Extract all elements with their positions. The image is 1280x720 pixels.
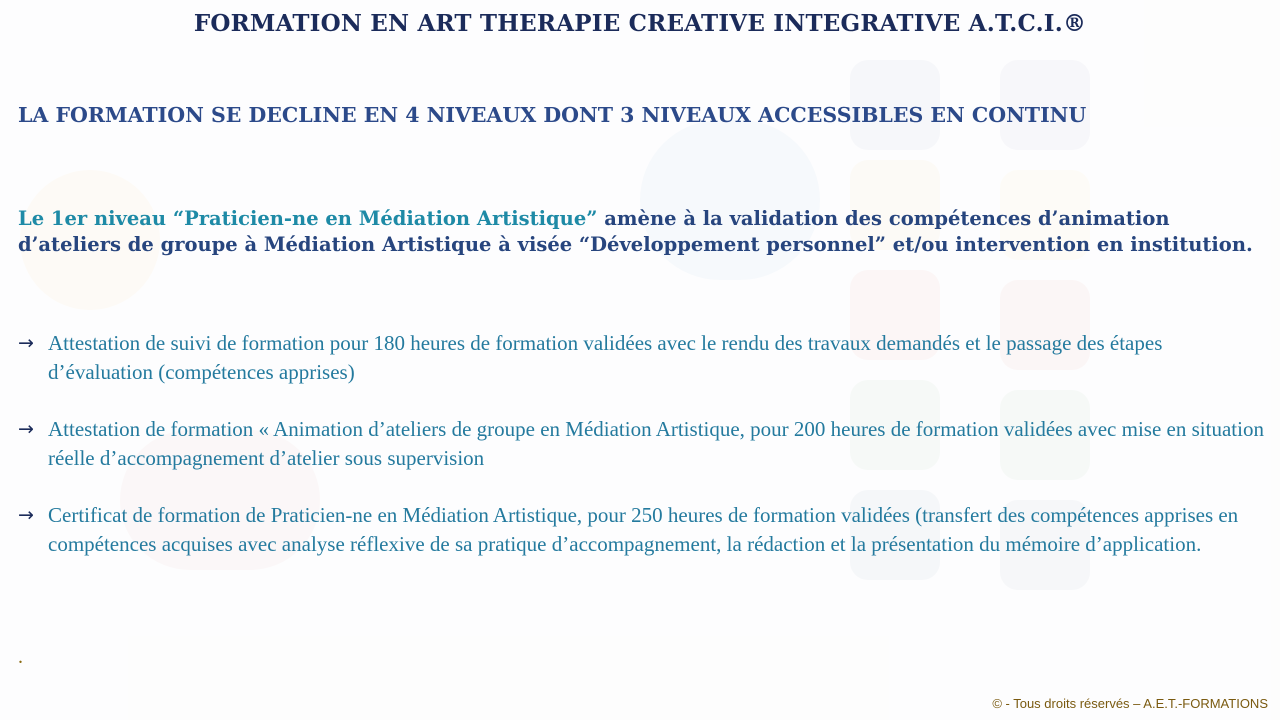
arrow-icon: → — [18, 332, 34, 354]
intro-paragraph — [18, 206, 1258, 258]
bullet-item — [18, 329, 1268, 387]
stray-dot: . — [18, 646, 23, 668]
arrow-icon: → — [18, 504, 34, 526]
intro-text: amène à la validation des compétences d’animation d’ateliers de groupe à Médiation Artistique à visée “Développement personnel” et/ou intervention en institution. — [18, 207, 1253, 256]
slide-subtitle: LA FORMATION SE DECLINE EN 4 NIVEAUX DONT 3 NIVEAUX ACCESSIBLES EN CONTINU — [18, 103, 1087, 127]
bullet-item — [18, 501, 1268, 559]
bullet-list — [18, 329, 1268, 587]
bullet-text: Certificat de formation de Praticien-ne en Médiation Artistique, pour 250 heures de formation validées (transfert des compétences apprises en compétences acquises avec analyse réflexive de sa pratique d’accompagnement, la rédaction et la présentation du mémoire d’application. — [48, 503, 1239, 556]
intro-highlight: Le 1er niveau “Praticien-ne en Médiation Artistique” — [18, 207, 598, 230]
copyright-footer: © - Tous droits réservés – A.E.T.-FORMATIONS — [992, 696, 1268, 711]
slide-title: FORMATION EN ART THERAPIE CREATIVE INTEGRATIVE A.T.C.I.® — [193, 10, 1087, 37]
bullet-item — [18, 415, 1268, 473]
bullet-text: Attestation de suivi de formation pour 180 heures de formation validées avec le rendu des travaux demandés et le passage des étapes d’évaluation (compétences apprises) — [48, 331, 1163, 384]
bullet-text: Attestation de formation « Animation d’ateliers de groupe en Médiation Artistique, pour 200 heures de formation validées avec mise en situation réelle d’accompagnement d’atelier sous supervision — [48, 417, 1264, 470]
arrow-icon: → — [18, 418, 34, 440]
